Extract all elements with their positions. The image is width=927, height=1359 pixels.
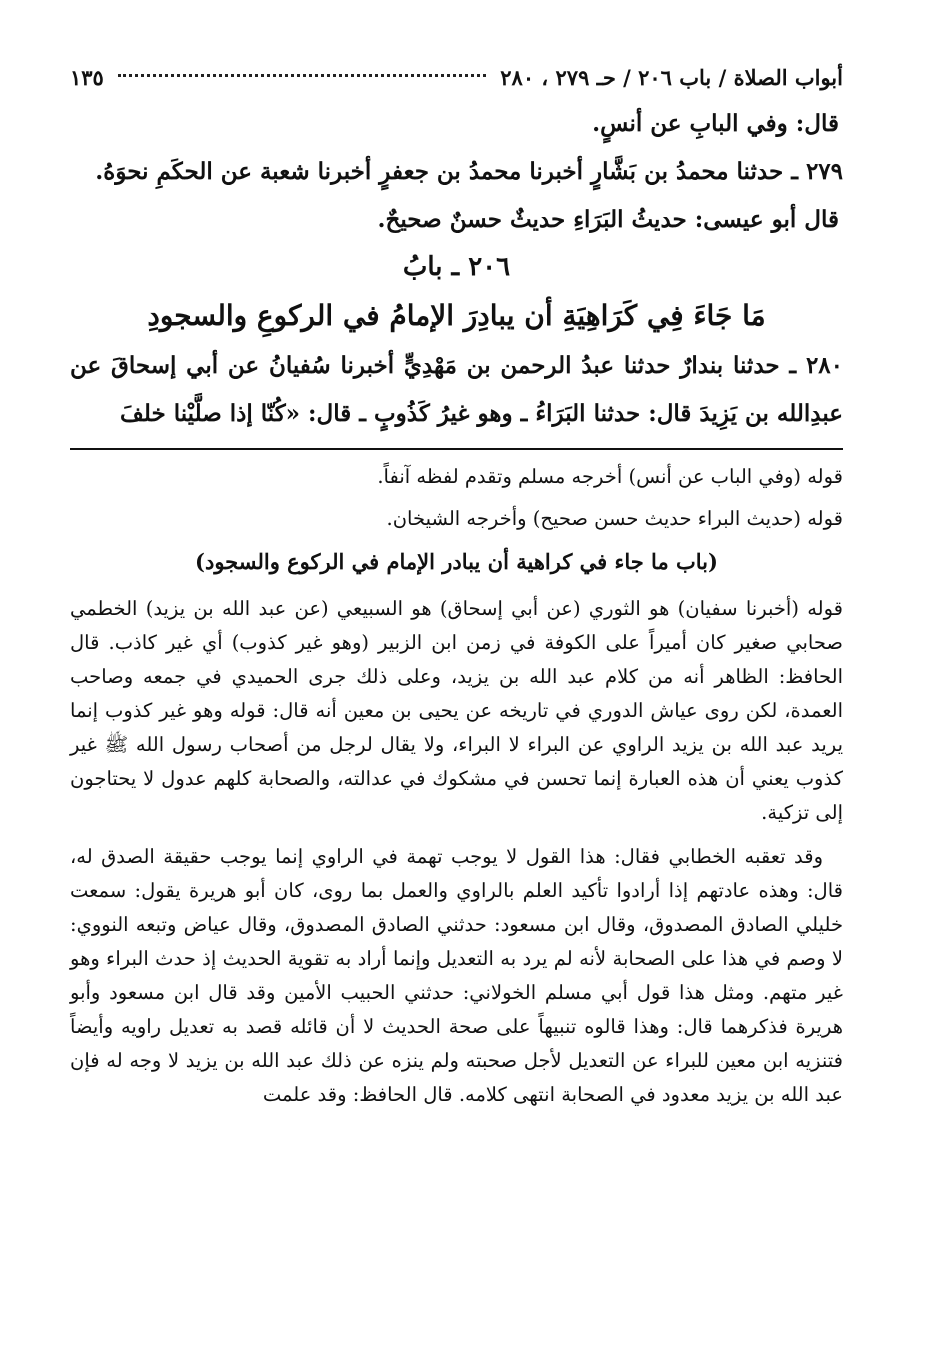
abu-isa-verdict: قال أبو عيسى: حديثُ البَرَاءِ حديثٌ حسنٌ صحيحٌ.	[377, 206, 839, 233]
bab-title: مَا جَاءَ فِي كَرَاهِيَةِ أن يبادِرَ الإمامُ في الركوعِ والسجودِ	[147, 299, 766, 332]
commentary-paragraph: قوله (أخبرنا سفيان) هو الثوري (عن أبي إسحاق) هو السبيعي (عن عبد الله بن يزيد) الخطمي صحابي صغير كان أميراً على الكوفة في زمن ابن الزبير (وهو غير كذوب) أي غير كاذب. قال الحافظ: الظاهر أنه من كلام عبد الله بن يزيد، وعلى ذلك جرى الحميدي في جمعه وصاحب العمدة، لكن روى عياش الدوري في تاريخه عن يحيى بن معين أنه قال: قوله وهو غير كذوب إنما يريد عبد الله بن يزيد الراوي عن البراء لا البراء، ولا يقال لرجل من أصحاب رسول الله ﷺ غير كذوب يعني أن هذه العبارة إنما تحسن في مشكوك في عدالته، والصحابة كلهم عدول لا يحتاجون إلى تزكية.	[70, 597, 843, 824]
header-title: أبواب الصلاة / باب ٢٠٦ / حـ ٢٧٩ ، ٢٨٠	[500, 65, 843, 90]
book-page	[70, 56, 843, 1319]
running-header	[70, 56, 843, 100]
bab-number: ٢٠٦ ـ بابُ	[402, 252, 511, 282]
commentary-sub-heading: (باب ما جاء في كراهية أن يبادر الإمام في الركوع والسجود)	[195, 549, 718, 574]
commentary-section	[70, 460, 843, 1112]
hadith-279: ٢٧٩ ـ حدثنا محمدُ بن بَشَّارٍ أخبرنا محمدُ بن جعفرٍ أخبرنا شعبة عن الحكَمِ نحوَهُ.	[95, 158, 843, 185]
commentary-note-bara: قوله (حديث البراء حديث حسن صحيح) وأخرجه الشيخان.	[386, 507, 843, 530]
footnote-divider	[70, 448, 843, 450]
hadith-280: ٢٨٠ ـ حدثنا بندارٌ حدثنا عبدُ الرحمن بن مَهْدِيٍّ أخبرنا سُفيانُ عن أبي إسحاقَ عن عبدِالله بن يَزِيدَ قال: حدثنا البَرَاءُ ـ وهو غيرُ كَذُوبٍ ـ قال: «كُنّا إذا صلَّيْنا خلفَ	[70, 352, 843, 427]
main-line-anas: قال: وفي البابِ عن أنسٍ.	[592, 110, 839, 137]
main-hadith-text	[70, 100, 843, 438]
page-number: ١٣٥	[70, 65, 104, 90]
commentary-paragraph: وقد تعقبه الخطابي فقال: هذا القول لا يوجب تهمة في الراوي إنما يوجب حقيقة الصدق له، قال: وهذه عادتهم إذا أرادوا تأكيد العلم بالراوي والعمل بما روى، كان أبو هريرة يقول: سمعت خليلي الصادق المصدوق، وقال ابن مسعود: حدثني الصادق المصدوق، وقال عياض وتبعه النووي: لا وصم في هذا على الصحابة لأنه لم يرد به التعديل وإنما أراد به تقوية الحديث إذ حدث البراء وهو غير متهم. ومثل هذا قول أبي مسلم الخولاني: حدثني الحبيب الأمين وقد قال ابن مسعود وأبو هريرة فذكرهما قال: وهذا قالوه تنبيهاً على صحة الحديث لا أن قائله قصد به تعديل راويه وأيضاً فتنزيه ابن معين للبراء عن التعديل لأجل صحبته ولم ينزه عن ذلك عبد الله بن يزيد لا وجه له فإن عبد الله بن يزيد معدود في الصحابة انتهى كلامه. قال الحافظ: وقد علمت	[70, 845, 843, 1106]
commentary-note-anas: قوله (وفي الباب عن أنس) أخرجه مسلم وتقدم لفظه آنفاً.	[377, 465, 843, 488]
header-dot-leader	[118, 74, 486, 77]
